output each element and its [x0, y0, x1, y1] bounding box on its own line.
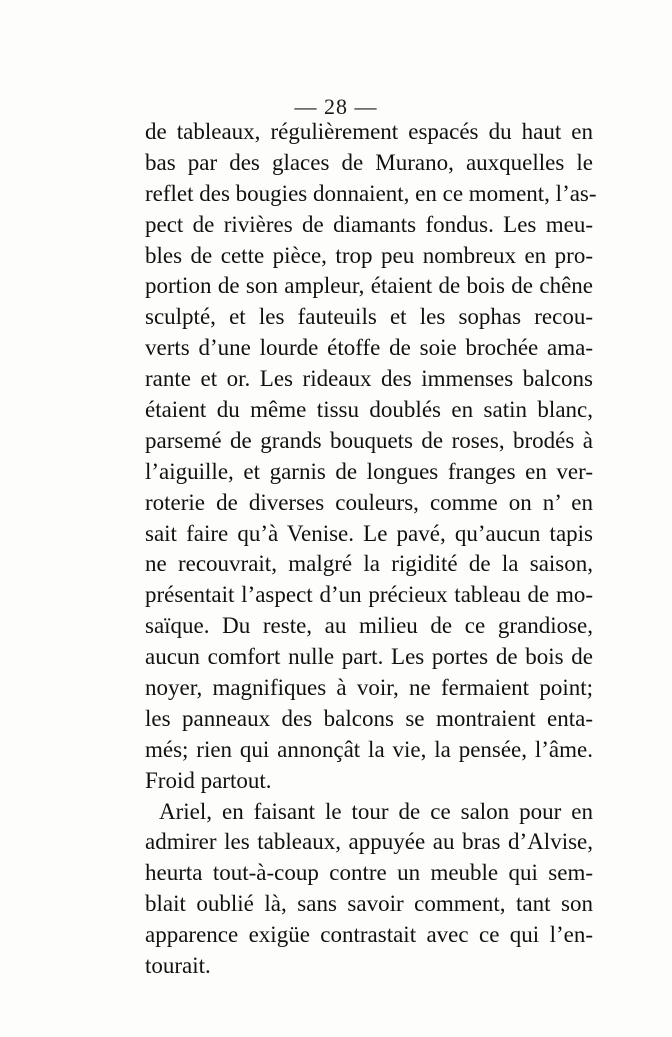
- text-line: sait faire qu’à Venise. Le pavé, qu’aucun tapis: [145, 520, 593, 546]
- text-line: de tableaux, régulièrement espacés du haut en: [145, 119, 593, 144]
- text-line: admirer les tableaux, appuyée au bras d’Alvise,: [145, 829, 593, 855]
- text-line: étaient du même tissu doublés en satin blanc,: [145, 397, 593, 423]
- text-line: parsemé de grands bouquets de roses, brodés à: [145, 427, 593, 453]
- paragraph-end-line: tourait.: [145, 953, 211, 979]
- paragraph-end-line: Froid partout.: [145, 767, 272, 793]
- page-number: — 28 —: [294, 94, 378, 119]
- text-line: pect de rivières de diamants fondus. Les meu-: [145, 211, 593, 237]
- text-line: més; rien qui annonçât la vie, la pensée, l’âme.: [145, 736, 593, 762]
- body-text: [145, 117, 597, 982]
- text-line: ne recouvrait, malgré la rigidité de la saison,: [145, 551, 593, 577]
- text-line: les panneaux des balcons se montraient enta-: [145, 705, 593, 731]
- paragraph-start-line: Ariel, en faisant le tour de ce salon pour en: [159, 798, 593, 824]
- text-line: noyer, magnifiques à voir, ne fermaient point;: [145, 675, 593, 701]
- text-line: aucun comfort nulle part. Les portes de bois de: [145, 644, 593, 670]
- text-line: bas par des glaces de Murano, auxquelles le: [145, 149, 593, 175]
- text-line: bles de cette pièce, trop peu nombreux en pro-: [145, 242, 593, 268]
- text-line: heurta tout-à-coup contre un meuble qui sem-: [145, 860, 593, 886]
- text-line: rante et or. Les rideaux des immenses balcons: [145, 366, 593, 392]
- text-line: reflet des bougies donnaient, en ce moment, l’as-: [145, 180, 597, 206]
- text-line: portion de son ampleur, étaient de bois de chêne: [145, 273, 593, 299]
- text-line: présentait l’aspect d’un précieux tableau de mo-: [145, 582, 593, 608]
- text-line: blait oublié là, sans savoir comment, tant son: [145, 891, 593, 917]
- text-line: saïque. Du reste, au milieu de ce grandiose,: [145, 613, 593, 639]
- text-line: apparence exigüe contrastait avec ce qui l’en-: [145, 922, 593, 948]
- text-line: sculpté, et les fauteuils et les sophas recou-: [145, 304, 593, 330]
- text-line: verts d’une lourde étoffe de soie brochée ama-: [145, 335, 593, 361]
- text-line: roterie de diverses couleurs, comme on n’ en: [145, 489, 593, 515]
- text-line: l’aiguille, et garnis de longues franges en ver-: [145, 458, 593, 484]
